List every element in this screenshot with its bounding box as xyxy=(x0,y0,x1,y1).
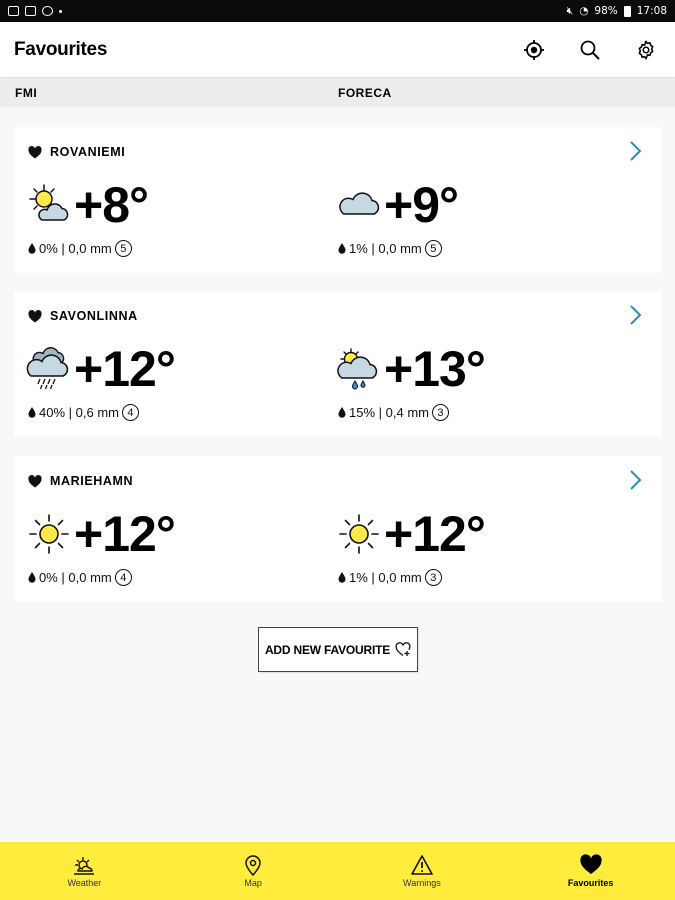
heart-plus-icon xyxy=(395,642,411,657)
foreca-forecast xyxy=(336,177,458,233)
fmi-confidence-badge: 4 xyxy=(122,404,139,421)
foreca-precip-amount: 0,0 mm xyxy=(378,570,422,585)
fmi-precip-probability: 40% xyxy=(39,405,66,420)
sunny-icon xyxy=(26,511,72,557)
favourite-card[interactable] xyxy=(14,291,662,437)
fmi-precip-probability: 0% xyxy=(39,570,58,585)
notification-icons xyxy=(8,6,62,16)
mail-icon xyxy=(25,6,36,16)
foreca-precip-probability: 15% xyxy=(349,405,376,420)
mute-icon: 🔇︎ xyxy=(566,4,574,17)
foreca-precip-probability: 1% xyxy=(349,570,368,585)
add-favourite-button[interactable] xyxy=(258,627,418,672)
heart-icon xyxy=(28,146,42,159)
cloudy-icon xyxy=(336,182,382,228)
nav-map[interactable] xyxy=(169,842,338,900)
foreca-precip-probability: 1% xyxy=(349,241,368,256)
more-icon xyxy=(59,10,62,13)
foreca-precipitation xyxy=(338,569,442,586)
notification-icon xyxy=(42,6,53,16)
fmi-precip-amount: 0,6 mm xyxy=(75,405,119,420)
separator: | xyxy=(367,570,379,585)
fmi-temperature: +12° xyxy=(74,506,175,562)
provider-foreca-label: FORECA xyxy=(338,86,392,100)
fmi-precipitation xyxy=(28,569,132,586)
card-header xyxy=(28,309,138,323)
bottom-navigation xyxy=(0,842,675,900)
separator: | xyxy=(57,570,69,585)
foreca-temperature: +9° xyxy=(384,177,459,233)
partly-cloudy-showers-icon xyxy=(336,346,382,392)
fmi-confidence-badge: 5 xyxy=(115,240,132,257)
chevron-right-icon[interactable] xyxy=(626,303,646,327)
fmi-precipitation xyxy=(28,404,139,421)
raindrop-icon xyxy=(338,243,346,254)
foreca-forecast xyxy=(336,341,485,397)
separator: | xyxy=(65,405,76,420)
favourite-card[interactable] xyxy=(14,127,662,273)
raindrop-icon xyxy=(28,407,36,418)
system-icons xyxy=(567,5,667,18)
heart-icon xyxy=(579,854,603,876)
fmi-temperature: +12° xyxy=(74,341,175,397)
card-header xyxy=(28,145,125,159)
battery-level: 98% xyxy=(594,5,618,17)
foreca-precipitation xyxy=(338,240,442,257)
settings-icon[interactable] xyxy=(633,37,659,63)
search-icon[interactable] xyxy=(577,37,603,63)
fmi-temperature: +8° xyxy=(74,177,149,233)
heart-icon xyxy=(28,310,42,323)
raindrop-icon xyxy=(28,243,36,254)
raindrop-icon xyxy=(338,407,346,418)
card-header xyxy=(28,474,133,488)
fmi-forecast xyxy=(26,506,175,562)
foreca-precip-amount: 0,0 mm xyxy=(378,241,422,256)
raindrop-icon xyxy=(338,572,346,583)
warning-icon xyxy=(410,854,434,876)
nav-warnings[interactable] xyxy=(338,842,507,900)
partly-cloudy-icon xyxy=(26,182,72,228)
nav-favourites[interactable] xyxy=(506,842,675,900)
fmi-confidence-badge: 4 xyxy=(115,569,132,586)
add-favourite-label: ADD NEW FAVOURITE xyxy=(264,642,391,657)
foreca-temperature: +12° xyxy=(384,506,485,562)
separator: | xyxy=(375,405,386,420)
map-pin-icon xyxy=(241,854,265,876)
nav-warnings-label: Warnings xyxy=(403,878,441,888)
city-name: SAVONLINNA xyxy=(50,309,138,323)
foreca-temperature: +13° xyxy=(384,341,485,397)
chevron-right-icon[interactable] xyxy=(626,468,646,492)
chevron-right-icon[interactable] xyxy=(626,139,646,163)
raindrop-icon xyxy=(28,572,36,583)
fmi-precip-amount: 0,0 mm xyxy=(68,570,112,585)
battery-icon xyxy=(624,6,631,17)
weather-icon xyxy=(72,854,96,876)
page-title: Favourites xyxy=(14,38,108,60)
nav-weather[interactable] xyxy=(0,842,169,900)
city-name: ROVANIEMI xyxy=(50,145,126,159)
locate-icon[interactable] xyxy=(521,37,547,63)
fmi-forecast xyxy=(26,177,148,233)
status-bar xyxy=(0,0,675,22)
foreca-confidence-badge: 5 xyxy=(425,240,442,257)
favourite-card[interactable] xyxy=(14,456,662,602)
app-bar xyxy=(0,22,675,78)
sunny-icon xyxy=(336,511,382,557)
cloudy-rain-icon xyxy=(26,346,72,392)
separator: | xyxy=(57,241,69,256)
heart-icon xyxy=(28,475,42,488)
nav-weather-label: Weather xyxy=(67,878,102,888)
provider-header xyxy=(0,79,675,107)
foreca-confidence-badge: 3 xyxy=(432,404,449,421)
gallery-icon xyxy=(8,6,19,16)
foreca-confidence-badge: 3 xyxy=(425,569,442,586)
clock: 17:08 xyxy=(636,5,667,17)
foreca-precipitation xyxy=(338,404,449,421)
fmi-precip-probability: 0% xyxy=(39,241,58,256)
foreca-precip-amount: 0,4 mm xyxy=(385,405,429,420)
separator: | xyxy=(367,241,379,256)
nav-map-label: Map xyxy=(244,878,262,888)
wifi-icon: ◔ xyxy=(579,5,589,17)
fmi-forecast xyxy=(26,341,175,397)
fmi-precip-amount: 0,0 mm xyxy=(68,241,112,256)
nav-favourites-label: Favourites xyxy=(567,878,614,888)
foreca-forecast xyxy=(336,506,485,562)
provider-fmi-label: FMI xyxy=(15,86,38,100)
city-name: MARIEHAMN xyxy=(50,474,134,488)
fmi-precipitation xyxy=(28,240,132,257)
